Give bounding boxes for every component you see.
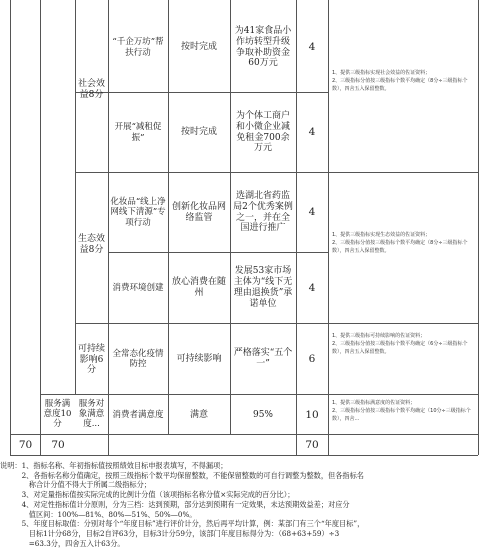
grid-line — [10, 434, 478, 435]
annual-target: 按时完成 — [180, 42, 217, 53]
group-sustainable: 可持续影响6分 — [77, 343, 105, 376]
annual-target: 满意 — [189, 409, 208, 420]
grid-line — [168, 0, 169, 434]
indicator-name: 消费环境创建 — [112, 282, 164, 293]
annual-target: 按时完成 — [180, 127, 217, 138]
note-sustainable: 1、提供三级指标可持续影响的佐证资料； 2、三级指标分值按三级指标个数平均确定（6分÷三级指标个数），四舍五入保留整数。 — [332, 333, 468, 355]
actual-completion: 为41家食品小作坊转型升级争取补助资金60万元 — [234, 25, 292, 69]
grid-line — [75, 323, 478, 324]
grid-line — [478, 0, 479, 455]
note-ecological: 1、提供三级指标实现生态效益的佐证资料； 2、三级指标分值按三级指标个数平均确定（8分÷三级指标个数），四舍五入保留整数。 — [332, 232, 468, 254]
actual-completion: 发展53家市场主体为“线下无理由退换货”承诺单位 — [233, 266, 293, 309]
group-service-category: 服务满意度10分 — [43, 398, 72, 430]
score: 6 — [308, 352, 316, 365]
note-service: 1、提供三级指标满意度的佐证资料； 2、三级指标分值按三级指标个数平均确定（10分÷三级指标个数），四舍... — [332, 400, 471, 422]
group-service-object: 服务对象满意度... — [78, 398, 105, 430]
grid-line — [10, 455, 478, 456]
group-social: 社会效益8分 — [77, 79, 105, 100]
total-c: 70 — [305, 438, 319, 451]
grid-line — [40, 394, 478, 395]
actual-completion: 严格落实“五个一” — [233, 348, 293, 369]
grid-line — [108, 0, 109, 455]
actual-completion: 为个体工商户和小微企业减免租金700余万元 — [235, 110, 290, 154]
grid-line — [75, 172, 478, 173]
grid-line — [328, 0, 329, 455]
score: 4 — [308, 206, 316, 219]
actual-completion: 选湖北省药监局2个优秀案例之一，并在全国进行推广 — [233, 190, 293, 234]
actual-completion: 95% — [252, 409, 273, 420]
indicator-name: “千企万坊”帮扶行动 — [112, 37, 164, 58]
total-b: 70 — [51, 438, 65, 451]
annual-target: 可持续影响 — [176, 353, 222, 364]
score: 4 — [308, 126, 316, 139]
indicator-name: 开展“减租促振” — [114, 122, 162, 143]
footnotes: 说明：1、指标名称、年初指标值按照绩效目标申报表填写，不得漏项； 2、各指标名称分值确定，按照三级指标个数平均保留整数，不能保留整数的可自行调整为整数，但各指标名 称合计分值不得大于所属二级指标分； 3、对定量指标值按实际完成的比例计分值（该项指标名称分值×实际完成的百分比）； 4、对定性指标值计分原则，分为三档：达到预期，部分达到预期有一定效果，未达预期效益差；对应分 值区间：100%—81%、80%—51%、50%—0%。 5、年度目标取值：分别对每个“年度目标”进行评价计分，然后再平均计算，例：某部门有三个“年度目标”， 目标1计分68分，目标2自评63分，目标3计分59分，该部门年度目标得分为：（68+63+59）÷3 =63.3分，四舍五入计63分。 — [0, 461, 365, 548]
grid-line — [10, 0, 11, 455]
grid-line — [75, 92, 328, 93]
grid-line — [230, 0, 231, 434]
grid-line — [108, 252, 328, 253]
annual-target: 创新化妆品网络监管 — [171, 201, 226, 223]
indicator-name: 消费者满意度 — [112, 409, 164, 420]
annual-target: 放心消费在随州 — [171, 277, 226, 298]
grid-line — [40, 0, 41, 455]
group-ecological: 生态效益8分 — [77, 234, 105, 255]
note-social: 1、提供三级指标实现社会效益的佐证资料； 2、三级指标分值按三级指标个数平均确定（8分÷三级指标个数），四舍五入保留整数。 — [332, 70, 468, 92]
total-a: 70 — [18, 438, 33, 451]
score: 10 — [305, 408, 319, 421]
indicator-name: 化妆品“线上净网线下清源”专项行动 — [110, 197, 166, 228]
indicator-name: 全常态化疫情防控 — [112, 348, 164, 369]
score: 4 — [308, 41, 316, 54]
score: 4 — [308, 281, 316, 294]
